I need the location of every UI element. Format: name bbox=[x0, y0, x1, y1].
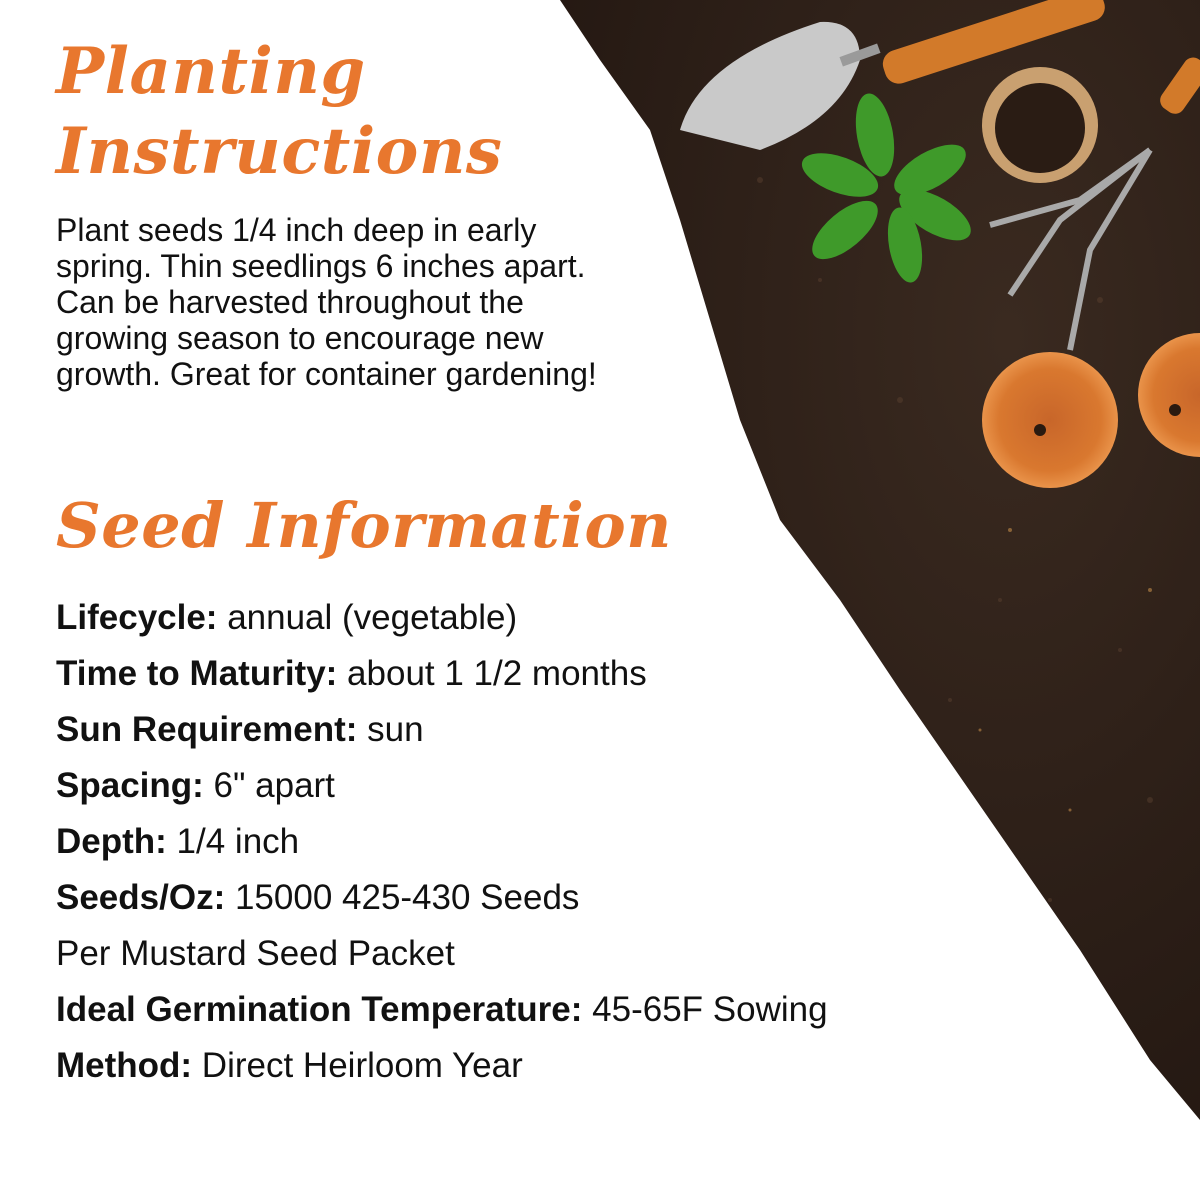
seed-info-row: Ideal Germination Temperature: 45-65F Sowing bbox=[56, 990, 828, 1029]
seed-info-row: Time to Maturity: about 1 1/2 months bbox=[56, 654, 647, 693]
seed-info-list bbox=[56, 590, 828, 1094]
peat-pot-icon bbox=[982, 67, 1098, 183]
seed-info-row: Seeds/Oz: 15000 425-430 Seeds bbox=[56, 878, 580, 917]
title-line-2: Instructions bbox=[56, 114, 503, 189]
seed-information-title: Seed Information bbox=[56, 489, 672, 562]
seed-info-row: Method: Direct Heirloom Year bbox=[56, 1046, 523, 1085]
seed-info-row: Depth: 1/4 inch bbox=[56, 822, 300, 861]
planting-instructions-title bbox=[56, 32, 502, 192]
seed-info-row: Spacing: 6" apart bbox=[56, 766, 335, 805]
seed-info-row: Lifecycle: annual (vegetable) bbox=[56, 598, 518, 637]
title-line-1: Planting bbox=[56, 34, 366, 109]
seed-info-row: Per Mustard Seed Packet bbox=[56, 934, 455, 973]
planting-instructions-text: Plant seeds 1/4 inch deep in early spring. Thin seedlings 6 inches apart. Can be harvested throughout the growing season to encourage new growth. Great for container gardening! bbox=[56, 212, 597, 392]
seed-info-row: Sun Requirement: sun bbox=[56, 710, 424, 749]
